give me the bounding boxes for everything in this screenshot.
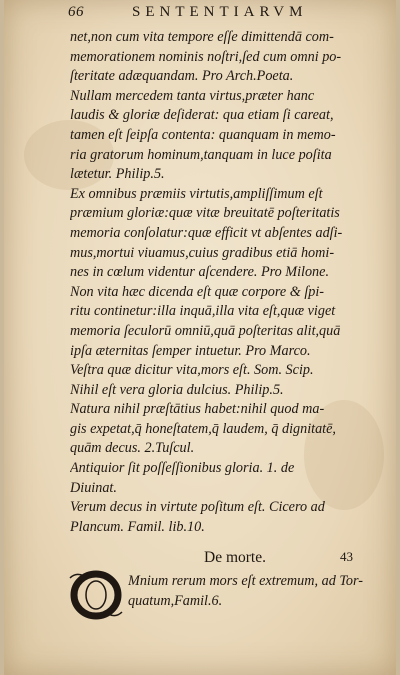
text-line: Nihil eſt vera gloria dulcius. Philip.5.: [70, 381, 284, 398]
text-line: net,non cum vita tempore eſſe dimittendā com-: [70, 29, 334, 45]
text-line: Natura nihil præſtātius habet:nihil quod ma-: [70, 401, 325, 418]
text-line: Veſtra quæ dicitur vita,mors eſt. Som. Scip.: [70, 362, 314, 379]
text-line: memorationem nominis noſtri,ſed cum omni po-: [70, 48, 342, 65]
text-line: nes in cœlum videntur aſcendere. Pro Milone.: [70, 264, 329, 281]
text-line: Nullam mercedem tanta virtus,præter hanc: [70, 87, 315, 104]
running-head: SENTENTIARVM: [132, 4, 308, 20]
text-line: Plancum. Famil. lib.10.: [70, 518, 205, 535]
text-line: gis expetat,q̄ honeſtatem,q̄ laudem, q̄ dignitatē,: [70, 420, 336, 437]
text-line: quatum,Famil.6.: [128, 592, 223, 609]
final-text-block: [128, 572, 396, 611]
text-line: Verum decus in virtute poſitum eſt. Cicero ad: [70, 499, 325, 516]
text-line: quām decus. 2.Tuſcul.: [70, 440, 195, 457]
text-line: tamen eſt ſeipſa contenta: quanquam in memo-: [70, 126, 336, 143]
text-line: præmium gloriæ:quæ vitæ breuitatē poſteritatis: [70, 205, 340, 222]
text-line: ipſa æternitas ſemper intuetur. Pro Marco.: [70, 342, 311, 359]
text-line: mus,mortui viuamus,cuius gradibus etiā homi-: [70, 244, 335, 261]
text-line: laudis & gloriæ deſiderat: qua etiam ſi careat,: [70, 107, 334, 124]
ornamental-drop-cap-icon: [66, 570, 126, 620]
text-line: memoria conſolatur:quæ efficit vt abſentes adſi-: [70, 224, 343, 241]
text-line: memoria ſeculorū omniū,quā poſteritas alit,quā: [70, 322, 341, 339]
signature-mark: 43: [340, 549, 353, 564]
text-line: ria gratorum hominum,tanquam in luce poſita: [70, 146, 332, 163]
text-line: Non vita hæc dicenda eſt quæ corpore & ſpi-: [70, 283, 325, 300]
text-line: lætetur. Philip.5.: [70, 166, 165, 183]
section-title: De morte.: [204, 549, 266, 566]
text-line: ritu continetur:illa inquā,illa vita eſt,quæ viget: [70, 303, 336, 320]
page-header: [4, 2, 396, 26]
page-number: 66: [68, 4, 84, 20]
text-line: Ex omnibus præmiis virtutis,ampliſſimum eſt: [70, 185, 323, 202]
text-line: Antiquior ſit poſſeſſionibus gloria. 1. de: [70, 460, 295, 477]
text-line: ſteritate adæquandam. Pro Arch.Poeta.: [70, 68, 294, 85]
text-line: Mnium rerum mors eſt extremum, ad Tor-: [128, 573, 363, 589]
book-page: [4, 0, 396, 675]
text-line: Diuinat.: [70, 479, 117, 496]
main-text-block: [70, 28, 384, 537]
